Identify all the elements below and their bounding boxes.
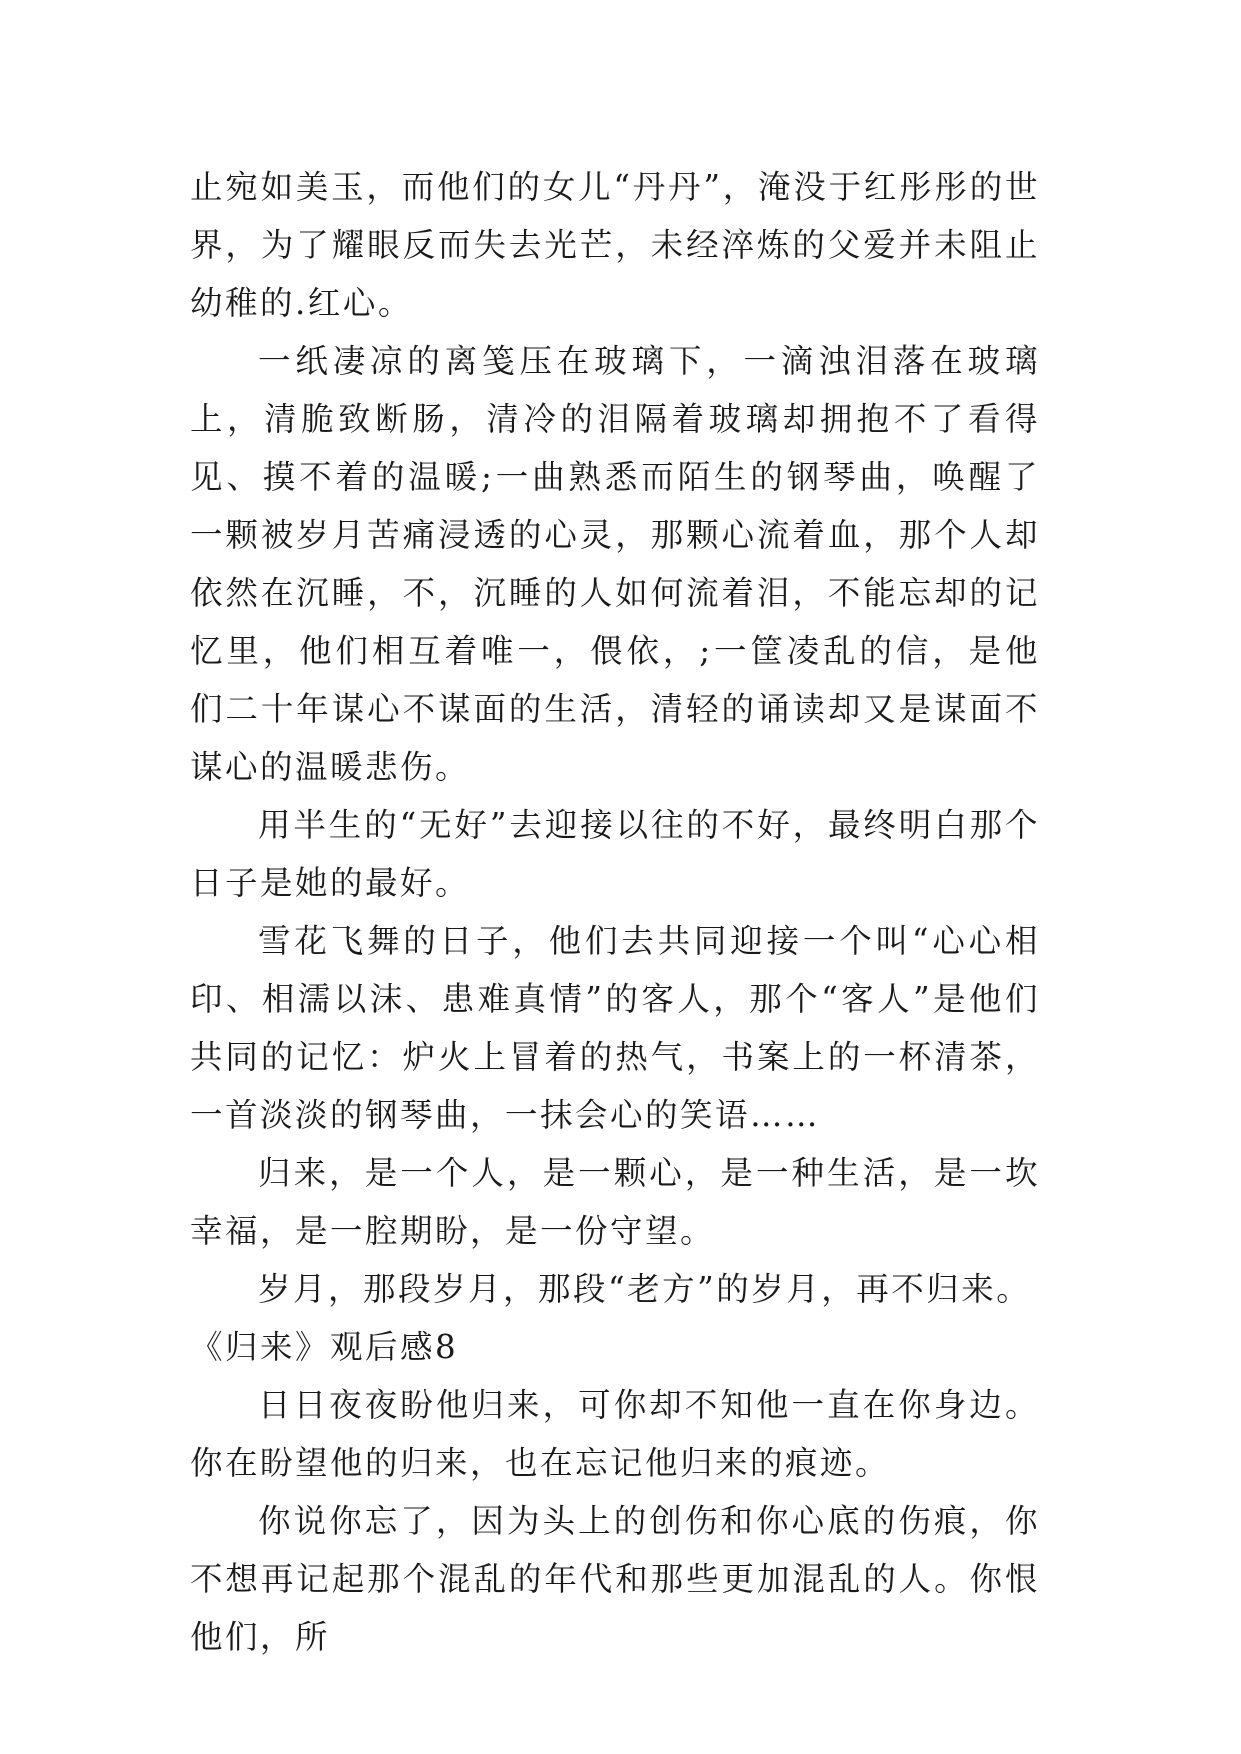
document-body (190, 158, 1040, 1666)
paragraph: 归来，是一个人，是一颗心，是一种生活，是一坎幸福，是一腔期盼，是一份守望。 (190, 1154, 1040, 1250)
paragraph: 止宛如美玉，而他们的女儿“丹丹”，淹没于红彤彤的世界，为了耀眼反而失去光芒，未经淬炼的父爱并未阻止幼稚的.红心。 (190, 168, 1040, 322)
paragraph: 雪花飞舞的日子，他们去共同迎接一个叫“心心相印、相濡以沫、患难真情”的客人，那个“客人”是他们共同的记忆：炉火上冒着的热气，书案上的一杯清茶，一首淡淡的钢琴曲，一抹会心的笑语…… (190, 922, 1040, 1134)
section-title: 《归来》观后感8 (190, 1328, 459, 1366)
paragraph: 日日夜夜盼他归来，可你却不知他一直在你身边。你在盼望他的归来，也在忘记他归来的痕迹。 (190, 1386, 1040, 1482)
paragraph: 你说你忘了，因为头上的创伤和你心底的伤痕，你不想再记起那个混乱的年代和那些更加混乱的人。你恨他们，所 (190, 1502, 1040, 1656)
paragraph: 岁月，那段岁月，那段“老方”的岁月，再不归来。 (258, 1270, 1032, 1308)
paragraph: 一纸凄凉的离笺压在玻璃下，一滴浊泪落在玻璃上，清脆致断肠，清冷的泪隔着玻璃却拥抱不了看得见、摸不着的温暖;一曲熟悉而陌生的钢琴曲，唤醒了一颗被岁月苦痛浸透的心灵，那颗心流着血，那个人却依然在沉睡，不，沉睡的人如何流着泪，不能忘却的记忆里，他们相互着唯一，偎依，;一筐凌乱的信，是他们二十年谋心不谋面的生活，清轻的诵读却又是谋面不谋心的温暖悲伤。 (190, 342, 1040, 786)
paragraph: 用半生的“无好”去迎接以往的不好，最终明白那个日子是她的最好。 (190, 806, 1040, 902)
